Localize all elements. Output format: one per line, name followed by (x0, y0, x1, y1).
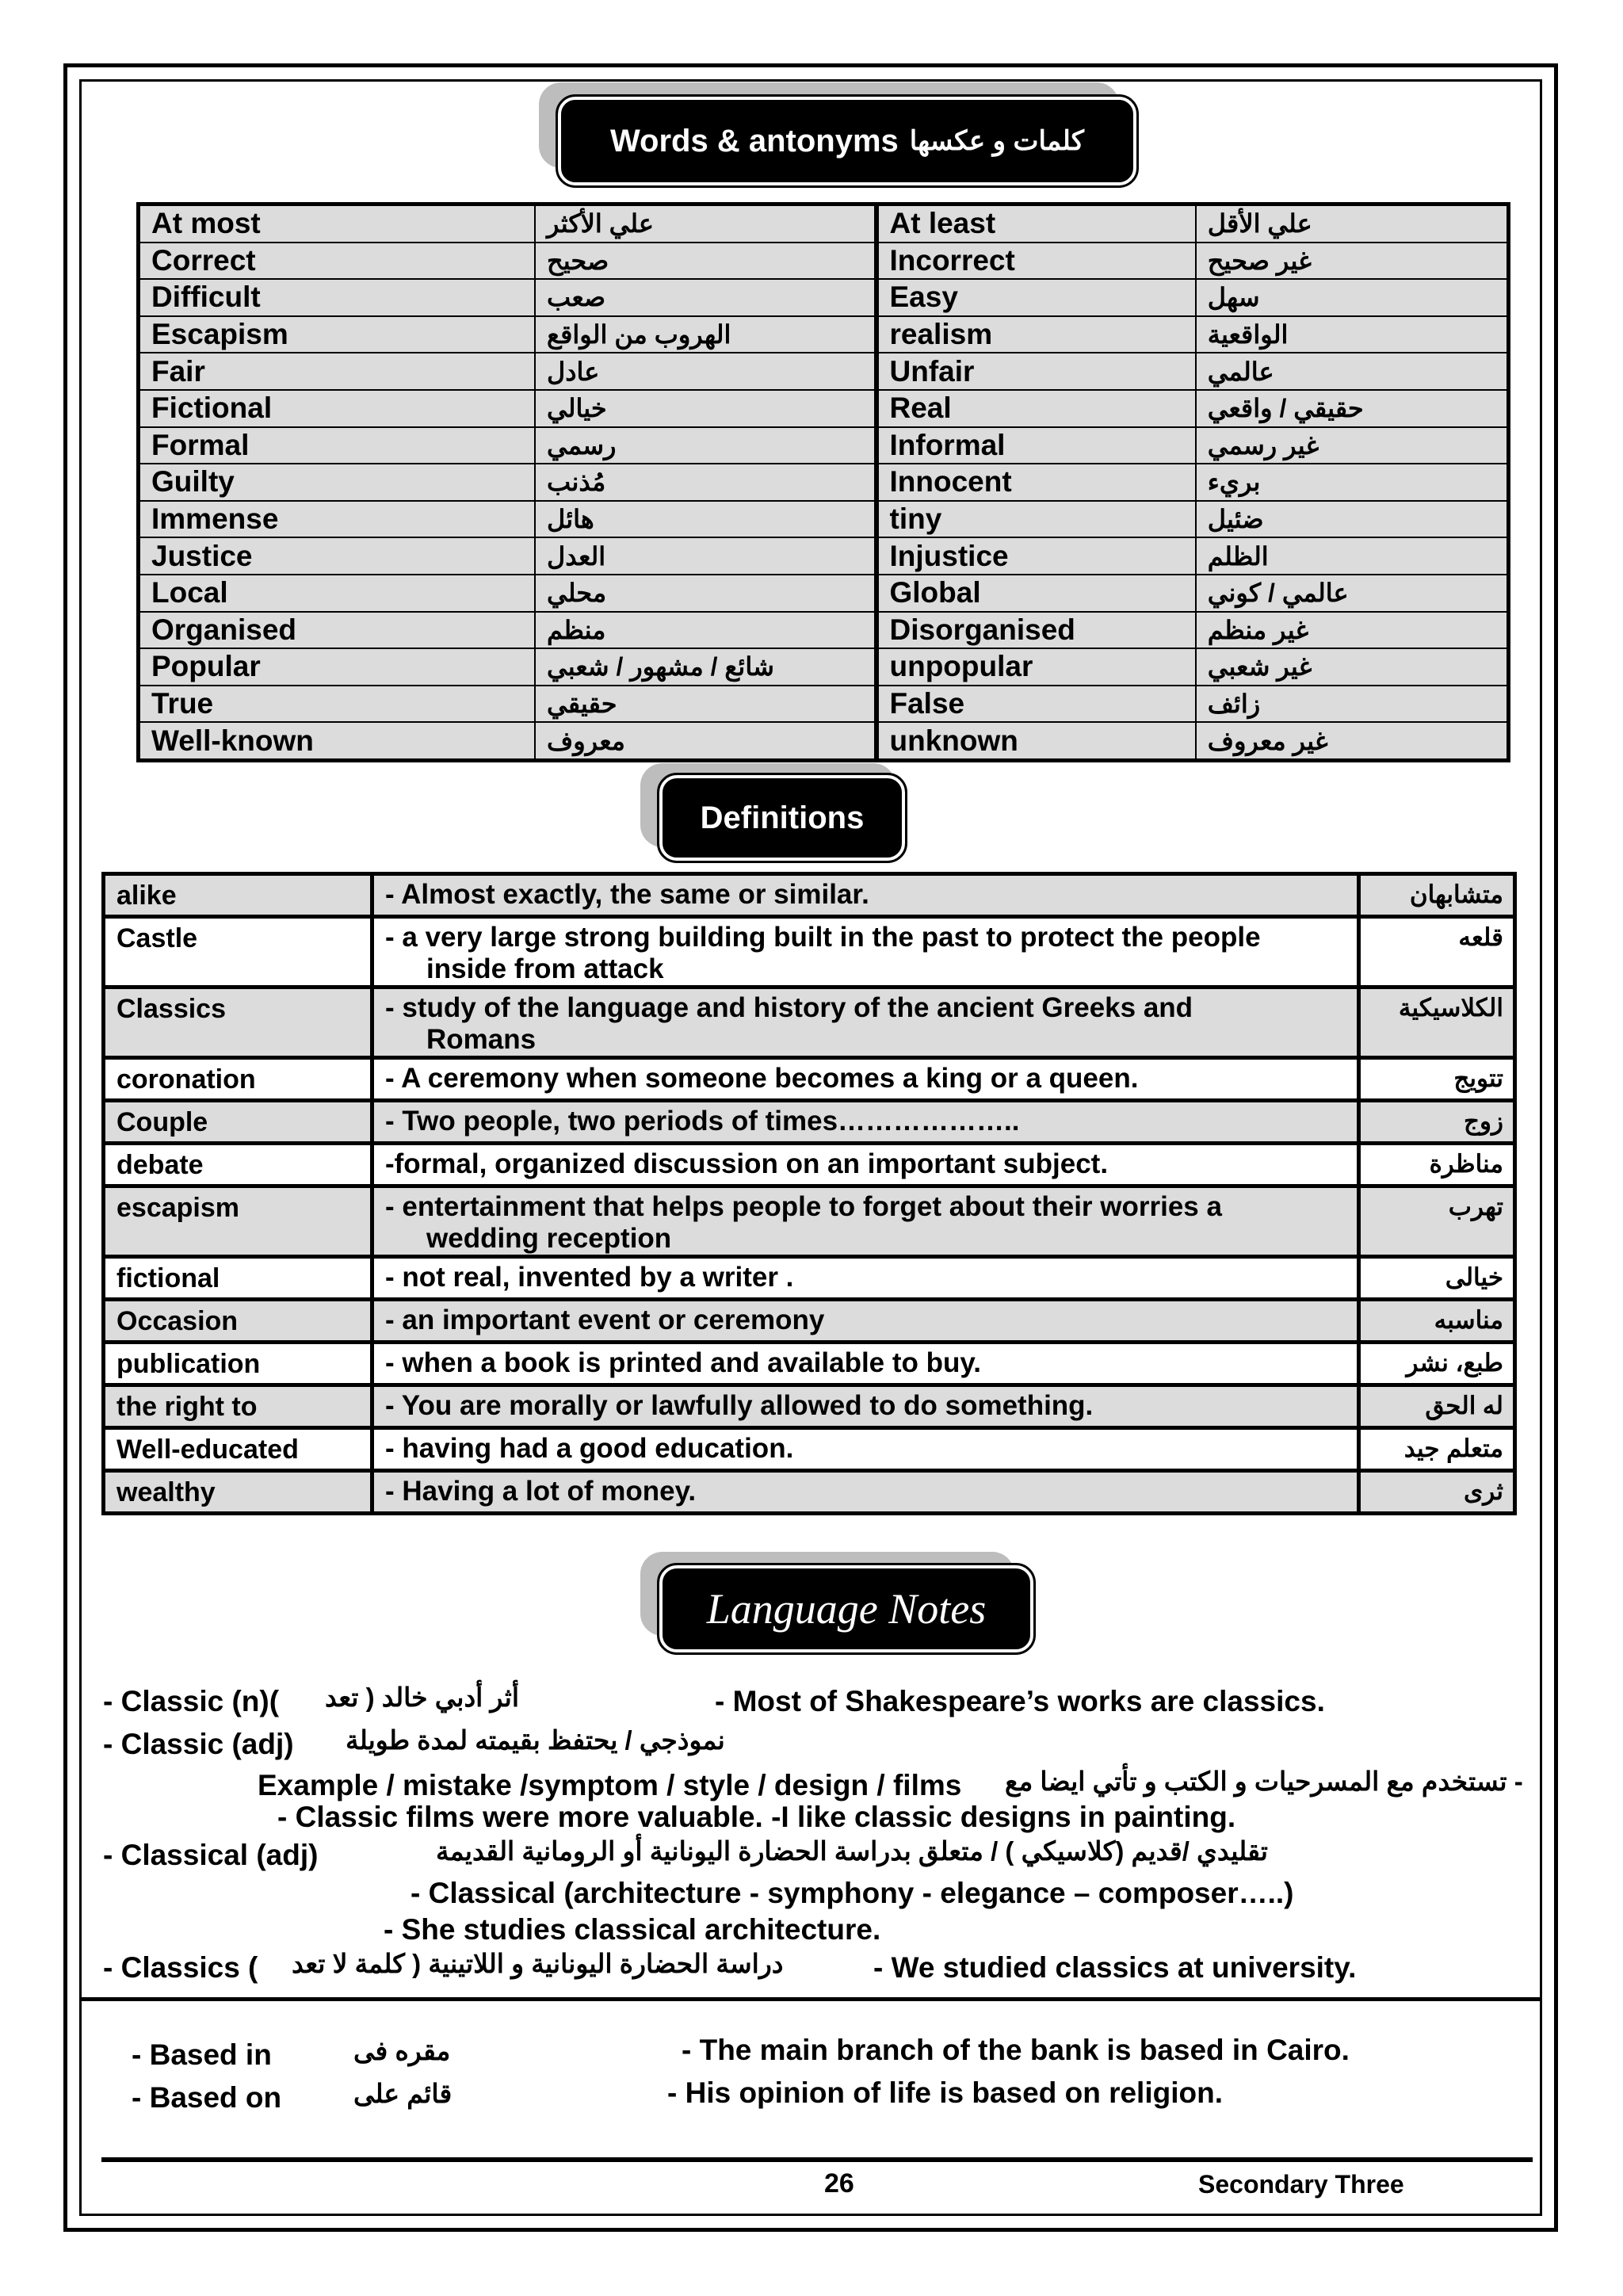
word-cell: Fair (139, 353, 536, 390)
antonym-row (139, 686, 1509, 723)
antonym-row (139, 537, 1509, 575)
definition-meaning (372, 1101, 1359, 1144)
antonym-arabic-cell: غير صحيح (1196, 243, 1509, 280)
definition-row (104, 988, 1515, 1058)
word-cell: Difficult (139, 279, 536, 316)
definition-line-2: Romans (426, 1024, 537, 1055)
definition-meaning (372, 1144, 1359, 1186)
antonym-cell: unknown (876, 722, 1196, 760)
note-classic-adj: - Classic (adj) (103, 1728, 294, 1760)
notes-divider (82, 1997, 1540, 2001)
definition-row (104, 874, 1515, 917)
definition-arabic: زوج (1359, 1101, 1515, 1144)
word-arabic-cell: صحيح (535, 243, 876, 280)
definition-word: publication (104, 1343, 372, 1385)
word-arabic-cell: حقيقي (535, 686, 876, 723)
definition-line-1: - You are morally or lawfully allowed to do something. (385, 1390, 1094, 1421)
definition-line-1: - entertainment that helps people to forget about their worries a (385, 1191, 1222, 1222)
definition-arabic: مناظرة (1359, 1144, 1515, 1186)
page-number: 26 (824, 2168, 854, 2199)
word-arabic-cell: العدل (535, 537, 876, 575)
word-cell: Guilty (139, 464, 536, 501)
antonym-arabic-cell: غير منظم (1196, 612, 1509, 649)
word-cell: Local (139, 575, 536, 612)
definitions-table (101, 872, 1517, 1515)
antonym-arabic-cell: الواقعية (1196, 316, 1509, 353)
word-arabic-cell: الهروب من الواقع (535, 316, 876, 353)
definition-line-1: - Two people, two periods of times……………….. (385, 1106, 1020, 1137)
antonym-arabic-cell: غير شعبي (1196, 648, 1509, 686)
definition-line-1: - a very large strong building built in the past to protect the people (385, 922, 1261, 953)
antonym-arabic-cell: سهل (1196, 279, 1509, 316)
definition-word: wealthy (104, 1471, 372, 1514)
definition-row (104, 1186, 1515, 1257)
note-classic-example: - Classic films were more valuable. -I like classic designs in painting. (277, 1801, 1236, 1833)
antonym-arabic-cell: ضئيل (1196, 501, 1509, 538)
definition-arabic: طبع، نشر (1359, 1343, 1515, 1385)
antonym-cell: Innocent (876, 464, 1196, 501)
note-classical-example-1: - Classical (architecture - symphony - elegance – composer…..) (411, 1877, 1294, 1909)
antonym-row (139, 427, 1509, 464)
definition-meaning (372, 1257, 1359, 1300)
antonym-cell: Global (876, 575, 1196, 612)
antonym-row (139, 464, 1509, 501)
antonym-arabic-cell: حقيقي / واقعي (1196, 390, 1509, 427)
word-arabic-cell: صعب (535, 279, 876, 316)
definition-line-1: - study of the language and history of the ancient Greeks and (385, 992, 1193, 1023)
definition-line-2: wedding reception (426, 1223, 672, 1254)
note-classics-ar: دراسة الحضارة اليونانية و اللاتينية ( كلمة لا تعد (292, 1949, 784, 1978)
definition-meaning (372, 917, 1359, 988)
note-classics-example: - We studied classics at university. (873, 1951, 1357, 1984)
word-arabic-cell: عادل (535, 353, 876, 390)
definition-arabic: قلعه (1359, 917, 1515, 988)
note-based-on: - Based on (132, 2081, 282, 2114)
note-classic-adj-ar: نموذجي / يحتفظ بقيمته لمدة طويلة (346, 1725, 725, 1755)
definition-arabic: متعلم جيد (1359, 1428, 1515, 1471)
word-cell: Escapism (139, 316, 536, 353)
heading-words: Words & antonyms (610, 123, 899, 159)
definition-row (104, 1144, 1515, 1186)
footer-rule (101, 2157, 1533, 2162)
definition-word: alike (104, 874, 372, 917)
word-cell: Formal (139, 427, 536, 464)
note-classic-n: - Classic (n)( (103, 1685, 280, 1717)
heading-words-ar: كلمات و عكسها (909, 126, 1084, 156)
antonym-cell: Incorrect (876, 243, 1196, 280)
antonym-cell: Informal (876, 427, 1196, 464)
footer-series: Secondary Three (1198, 2170, 1404, 2199)
word-arabic-cell: علي الأكثر (535, 204, 876, 243)
note-classical-ar: تقليدي /قديم (كلاسيكي ) / متعلق بدراسة الحضارة اليونانية أو الرومانية القديمة (436, 1836, 1268, 1866)
note-classical-example-2: - She studies classical architecture. (384, 1913, 881, 1946)
word-cell: Correct (139, 243, 536, 280)
antonym-arabic-cell: بريء (1196, 464, 1509, 501)
definition-meaning (372, 1186, 1359, 1257)
antonym-cell: Easy (876, 279, 1196, 316)
definition-line-1: - Having a lot of money. (385, 1476, 697, 1507)
definition-row (104, 1471, 1515, 1514)
antonym-cell: realism (876, 316, 1196, 353)
definition-meaning (372, 988, 1359, 1058)
definition-arabic: الكلاسيكية (1359, 988, 1515, 1058)
word-cell: Well-known (139, 722, 536, 760)
antonym-row (139, 575, 1509, 612)
word-arabic-cell: شائع / مشهور / شعبي (535, 648, 876, 686)
note-based-on-example: - His opinion of life is based on religion. (667, 2076, 1223, 2109)
word-arabic-cell: محلي (535, 575, 876, 612)
note-based-on-ar: قائم على (353, 2079, 453, 2108)
definition-word: coronation (104, 1058, 372, 1101)
definition-word: Castle (104, 917, 372, 988)
note-based-in: - Based in (132, 2038, 272, 2071)
heading-definitions: Definitions (700, 800, 865, 835)
word-cell: Popular (139, 648, 536, 686)
definition-arabic: ثرى (1359, 1471, 1515, 1514)
definition-row (104, 1385, 1515, 1428)
antonym-row (139, 612, 1509, 649)
antonym-row (139, 353, 1509, 390)
antonym-row (139, 501, 1509, 538)
definition-meaning (372, 1385, 1359, 1428)
definition-meaning (372, 1058, 1359, 1101)
definition-arabic: تتويج (1359, 1058, 1515, 1101)
word-cell: At most (139, 204, 536, 243)
definition-line-1: -formal, organized discussion on an important subject. (385, 1148, 1109, 1179)
definition-word: Occasion (104, 1300, 372, 1343)
antonyms-table (136, 202, 1510, 762)
note-classical: - Classical (adj) (103, 1839, 319, 1871)
definition-row (104, 1257, 1515, 1300)
definition-line-1: - not real, invented by a writer . (385, 1262, 794, 1293)
definition-arabic: مناسبه (1359, 1300, 1515, 1343)
definition-arabic: خيالى (1359, 1257, 1515, 1300)
antonym-cell: Disorganised (876, 612, 1196, 649)
definition-row (104, 1428, 1515, 1471)
definition-meaning (372, 874, 1359, 917)
definition-meaning (372, 1471, 1359, 1514)
definition-meaning (372, 1300, 1359, 1343)
definition-line-1: - an important event or ceremony (385, 1305, 825, 1335)
definition-row (104, 1058, 1515, 1101)
definition-line-1: - A ceremony when someone becomes a king or a queen. (385, 1063, 1139, 1094)
definition-row (104, 1300, 1515, 1343)
definition-meaning (372, 1343, 1359, 1385)
word-cell: Immense (139, 501, 536, 538)
antonym-row (139, 243, 1509, 280)
antonym-row (139, 204, 1509, 243)
word-arabic-cell: هائل (535, 501, 876, 538)
antonym-row (139, 390, 1509, 427)
definition-word: escapism (104, 1186, 372, 1257)
note-based-in-example: - The main branch of the bank is based in Cairo. (682, 2034, 1350, 2066)
antonym-arabic-cell: علي الأقل (1196, 204, 1509, 243)
definition-arabic: متشابهان (1359, 874, 1515, 917)
antonym-cell: Unfair (876, 353, 1196, 390)
word-cell: Fictional (139, 390, 536, 427)
antonym-cell: False (876, 686, 1196, 723)
word-arabic-cell: رسمي (535, 427, 876, 464)
note-classic-use: Example / mistake /symptom / style / design / films (258, 1769, 962, 1801)
antonym-arabic-cell: غير رسمي (1196, 427, 1509, 464)
definition-arabic: تهرب (1359, 1186, 1515, 1257)
note-classics: - Classics ( (103, 1951, 258, 1984)
antonym-cell: tiny (876, 501, 1196, 538)
antonym-arabic-cell: الظلم (1196, 537, 1509, 575)
word-cell: Organised (139, 612, 536, 649)
definition-line-1: - Almost exactly, the same or similar. (385, 879, 869, 910)
word-arabic-cell: مُذنب (535, 464, 876, 501)
antonym-row (139, 722, 1509, 760)
word-cell: True (139, 686, 536, 723)
definition-line-1: - when a book is printed and available to buy. (385, 1347, 981, 1378)
antonym-row (139, 316, 1509, 353)
definition-word: the right to (104, 1385, 372, 1428)
antonym-arabic-cell: عالمي / كوني (1196, 575, 1509, 612)
word-arabic-cell: منظم (535, 612, 876, 649)
note-classic-n-ar: أثر أدبي خالد ( تعد (325, 1683, 520, 1712)
antonym-arabic-cell: زائف (1196, 686, 1509, 723)
antonym-arabic-cell: عالمي (1196, 353, 1509, 390)
definition-word: debate (104, 1144, 372, 1186)
antonym-row (139, 279, 1509, 316)
word-arabic-cell: خيالي (535, 390, 876, 427)
antonym-cell: Real (876, 390, 1196, 427)
antonym-cell: At least (876, 204, 1196, 243)
definition-word: Couple (104, 1101, 372, 1144)
word-cell: Justice (139, 537, 536, 575)
definition-word: Classics (104, 988, 372, 1058)
note-classic-n-example: - Most of Shakespeare’s works are classics. (715, 1685, 1325, 1717)
definition-row (104, 917, 1515, 988)
antonym-arabic-cell: غير معروف (1196, 722, 1509, 760)
antonym-cell: unpopular (876, 648, 1196, 686)
antonym-cell: Injustice (876, 537, 1196, 575)
word-arabic-cell: معروف (535, 722, 876, 760)
heading-language-notes: Language Notes (706, 1585, 987, 1633)
antonym-row (139, 648, 1509, 686)
definition-meaning (372, 1428, 1359, 1471)
definition-word: Well-educated (104, 1428, 372, 1471)
definition-line-2: inside from attack (426, 953, 664, 984)
definition-arabic: له الحق (1359, 1385, 1515, 1428)
definition-row (104, 1343, 1515, 1385)
definition-word: fictional (104, 1257, 372, 1300)
note-classic-use-ar: - تستخدم مع المسرحيات و الكتب و تأتي ايضا مع (1005, 1767, 1523, 1796)
note-based-in-ar: مقره فى (353, 2036, 451, 2065)
definition-row (104, 1101, 1515, 1144)
definition-line-1: - having had a good education. (385, 1433, 794, 1464)
